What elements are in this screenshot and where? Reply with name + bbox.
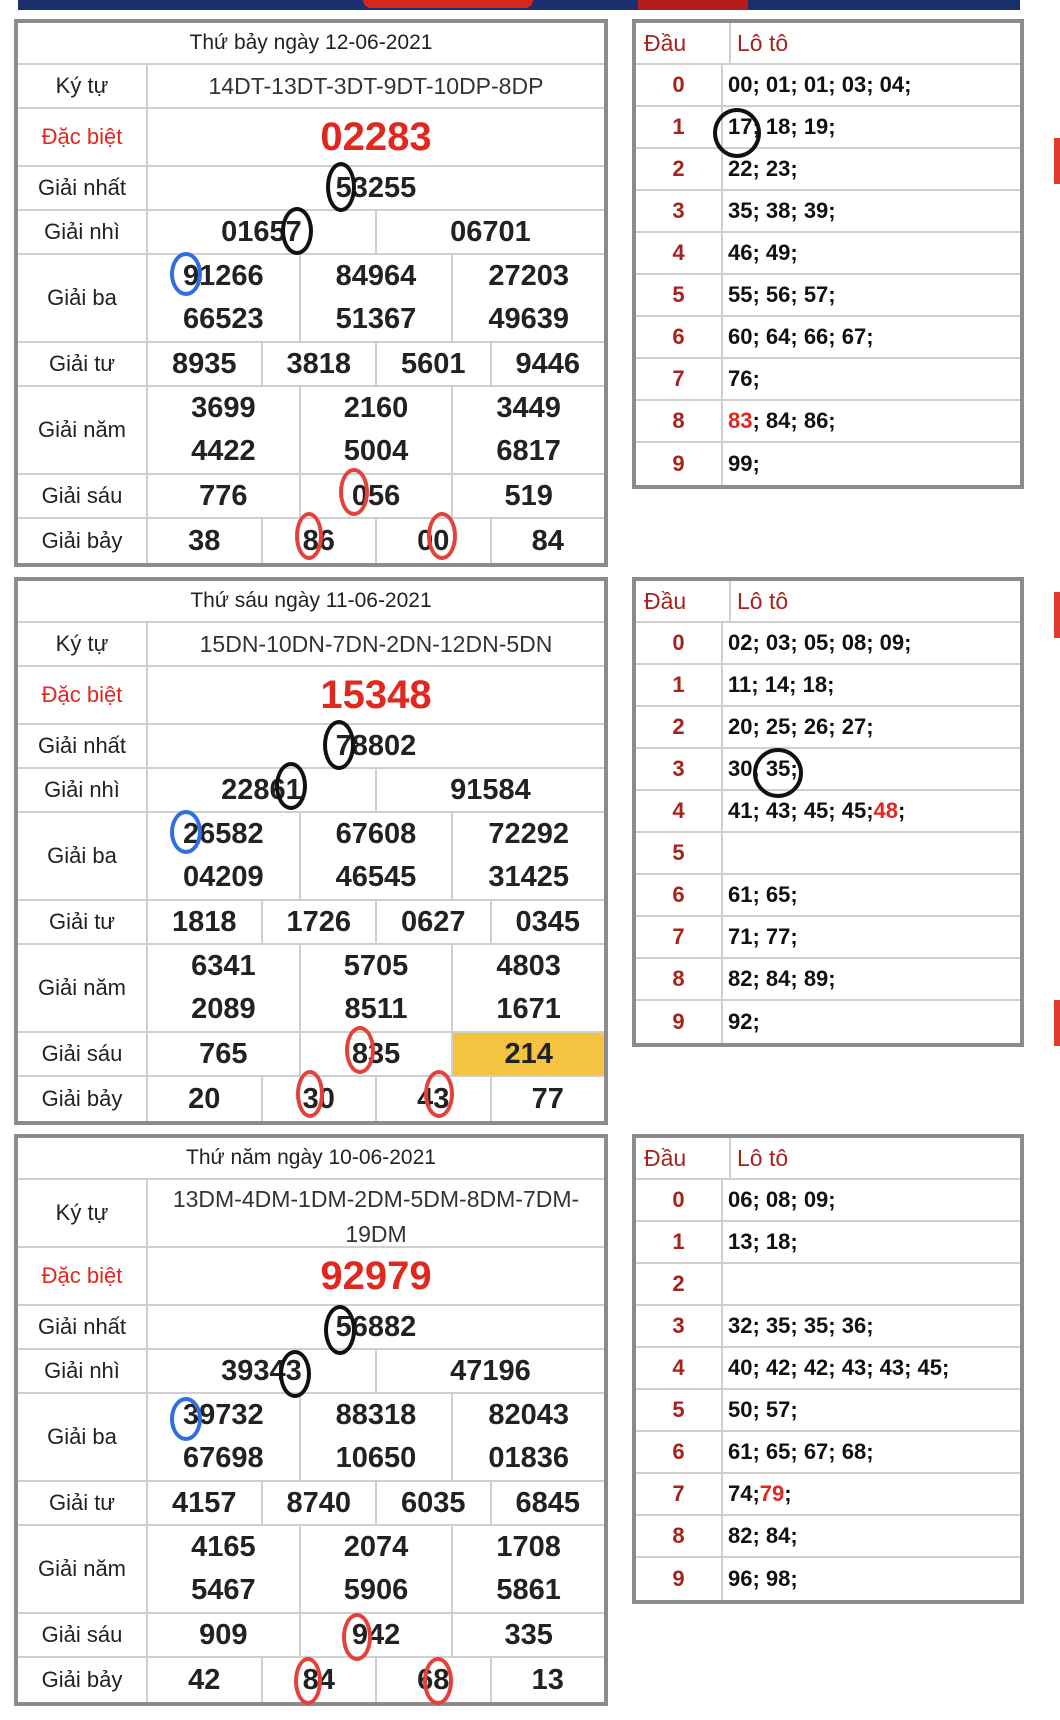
- g4-value: 5601: [377, 343, 492, 385]
- loto-dau: 3: [636, 191, 723, 231]
- loto-hot-number: 48: [873, 798, 899, 823]
- g4-value: 8740: [263, 1482, 378, 1524]
- g3-value: 10650: [301, 1437, 454, 1480]
- loto-row: [636, 107, 1020, 149]
- loto-dau: 4: [636, 233, 723, 273]
- g5-value: 5004: [301, 430, 454, 473]
- label-g6: Giải sáu: [18, 475, 148, 517]
- loto-header: [636, 581, 1020, 623]
- g4-value: 9446: [515, 347, 580, 380]
- g2-value: 47196: [450, 1354, 531, 1387]
- row-g2: [18, 1350, 604, 1394]
- loto-head-dau: Đầu: [636, 581, 731, 621]
- label-kytu: Ký tự: [18, 623, 148, 665]
- special-prize: 15348: [320, 672, 432, 717]
- result-table-3: [14, 1134, 608, 1706]
- g2-value: 01657: [148, 211, 377, 253]
- g3-value: 01836: [488, 1442, 569, 1474]
- loto-numbers: 06; 08; 09;: [728, 1187, 836, 1212]
- loto-numbers: 82; 84;: [728, 1523, 798, 1548]
- g3-value: 46545: [301, 856, 454, 899]
- loto-row: [636, 959, 1020, 1001]
- label-g5: Giải năm: [18, 1526, 148, 1612]
- label-g2: Giải nhì: [18, 1350, 148, 1392]
- loto-numbers: [723, 1474, 1020, 1514]
- g3-value: 27203: [488, 260, 569, 292]
- row-kytu: [18, 1180, 604, 1248]
- right-edge-strip: [1054, 592, 1060, 638]
- loto-dau: 0: [636, 65, 723, 105]
- loto-dau: 0: [636, 623, 723, 663]
- row-g1: [18, 1306, 604, 1350]
- loto-numbers: 55; 56; 57;: [728, 282, 836, 307]
- g2-value: 22861: [148, 769, 377, 811]
- g1-value: 78802: [335, 729, 417, 762]
- loto-rest: 41; 43; 45; 45;: [728, 798, 874, 823]
- loto-numbers: [723, 833, 1020, 873]
- loto-numbers: 96; 98;: [728, 1566, 798, 1591]
- loto-header: [636, 23, 1020, 65]
- loto-numbers: 02; 03; 05; 08; 09;: [728, 630, 912, 655]
- g7-value: 43: [377, 1077, 492, 1121]
- label-g1: Giải nhất: [18, 167, 148, 209]
- g6-value: 335: [504, 1618, 553, 1651]
- g7-value: 13: [531, 1663, 564, 1696]
- loto-table-3: [632, 1134, 1024, 1604]
- loto-dau: 1: [636, 665, 723, 705]
- row-kytu: [18, 623, 604, 667]
- loto-row: [636, 875, 1020, 917]
- g3-value: 84964: [301, 255, 454, 298]
- loto-dau: 8: [636, 401, 723, 441]
- loto-dau: 3: [636, 749, 723, 789]
- label-kytu: Ký tự: [18, 65, 148, 107]
- loto-head-loto: Lô tô: [737, 29, 789, 56]
- loto-dau: 0: [636, 1180, 723, 1220]
- g3-value: 39732: [148, 1394, 301, 1437]
- label-special: Đặc biệt: [18, 667, 148, 723]
- loto-numbers: 61; 65;: [728, 882, 798, 907]
- loto-dau: 9: [636, 443, 723, 485]
- loto-numbers: 32; 35; 35; 36;: [728, 1313, 874, 1338]
- kytu-value: 15DN-10DN-7DN-2DN-12DN-5DN: [199, 630, 553, 657]
- g1-value: 56882: [335, 1310, 417, 1343]
- loto-row: [636, 233, 1020, 275]
- loto-dau: 2: [636, 1264, 723, 1304]
- g5-value: 2160: [301, 387, 454, 430]
- g4-value: 6845: [515, 1486, 580, 1519]
- loto-row: [636, 1348, 1020, 1390]
- loto-head-dau: Đầu: [636, 23, 731, 63]
- loto-numbers: 11; 14; 18;: [728, 672, 835, 697]
- label-g1: Giải nhất: [18, 725, 148, 767]
- label-kytu: Ký tự: [18, 1180, 148, 1246]
- g3-value: 66523: [148, 298, 301, 341]
- label-g7: Giải bảy: [18, 519, 148, 563]
- g4-value: 0345: [515, 905, 580, 938]
- row-g2: [18, 211, 604, 255]
- row-special: [18, 667, 604, 725]
- loto-dau: 6: [636, 875, 723, 915]
- loto-numbers: 13; 18;: [728, 1229, 798, 1254]
- loto-row: [636, 191, 1020, 233]
- loto-dau: 7: [636, 1474, 723, 1514]
- loto-numbers: [723, 791, 1020, 831]
- row-g6: [18, 475, 604, 519]
- g4-value: 6035: [377, 1482, 492, 1524]
- g3-value: 67608: [301, 813, 454, 856]
- loto-row: [636, 149, 1020, 191]
- g6-value: 835: [301, 1033, 454, 1075]
- label-g1: Giải nhất: [18, 1306, 148, 1348]
- g6-value: 909: [148, 1614, 301, 1656]
- label-g4: Giải tư: [18, 1482, 148, 1524]
- result-table-2: [14, 577, 608, 1125]
- loto-numbers: [723, 1264, 1020, 1304]
- loto-row: [636, 317, 1020, 359]
- loto-row: [636, 1558, 1020, 1600]
- loto-dau: 7: [636, 917, 723, 957]
- row-g1: [18, 167, 604, 211]
- g5-value: 4165: [148, 1526, 301, 1569]
- loto-row: [636, 1516, 1020, 1558]
- g6-value: 519: [504, 479, 553, 512]
- g7-value: 30: [263, 1077, 378, 1121]
- loto-dau: 7: [636, 359, 723, 399]
- label-g5: Giải năm: [18, 945, 148, 1031]
- row-g1: [18, 725, 604, 769]
- row-g4: [18, 343, 604, 387]
- label-g3: Giải ba: [18, 813, 148, 899]
- g5-value: 8511: [301, 988, 454, 1031]
- row-g3: [18, 1394, 604, 1482]
- loto-row: [636, 1390, 1020, 1432]
- g3-value: 04209: [148, 856, 301, 899]
- g6-value: 942: [301, 1614, 454, 1656]
- loto-numbers: 99;: [728, 451, 760, 476]
- g7-value: 38: [148, 519, 263, 563]
- g5-value: 1708: [496, 1531, 561, 1563]
- g7-value: 68: [377, 1658, 492, 1702]
- result-date: Thứ bảy ngày 12-06-2021: [18, 23, 604, 65]
- label-g2: Giải nhì: [18, 211, 148, 253]
- loto-dau: 9: [636, 1558, 723, 1600]
- loto-rest: ; 84; 86;: [752, 408, 836, 433]
- loto-numbers: 40; 42; 42; 43; 43; 45;: [728, 1355, 950, 1380]
- loto-header: [636, 1138, 1020, 1180]
- loto-dau: 9: [636, 1001, 723, 1043]
- kytu-value: 14DT-13DT-3DT-9DT-10DP-8DP: [208, 72, 544, 99]
- g5-value: 2089: [148, 988, 301, 1031]
- row-g6: [18, 1033, 604, 1077]
- loto-numbers: 92;: [728, 1009, 760, 1034]
- result-table-1: [14, 19, 608, 567]
- loto-row: [636, 749, 1020, 791]
- loto-dau: 3: [636, 1306, 723, 1346]
- label-special: Đặc biệt: [18, 109, 148, 165]
- result-date: Thứ sáu ngày 11-06-2021: [18, 581, 604, 623]
- row-special: [18, 1248, 604, 1306]
- row-g7: [18, 519, 604, 563]
- loto-hot-number: 83: [728, 408, 753, 433]
- loto-dau: 5: [636, 275, 723, 315]
- loto-head-loto: Lô tô: [737, 1144, 789, 1171]
- loto-numbers: 46; 49;: [728, 240, 798, 265]
- g4-value: 1818: [148, 901, 263, 943]
- g5-value: 4422: [148, 430, 301, 473]
- loto-row: [636, 443, 1020, 485]
- g2-value: 06701: [450, 215, 531, 248]
- row-g5: [18, 1526, 604, 1614]
- g2-value: 39343: [148, 1350, 377, 1392]
- label-g7: Giải bảy: [18, 1077, 148, 1121]
- loto-dau: 1: [636, 1222, 723, 1262]
- row-g5: [18, 945, 604, 1033]
- loto-numbers: 30; 35;: [728, 756, 798, 781]
- label-g3: Giải ba: [18, 255, 148, 341]
- g5-value: 2074: [301, 1526, 454, 1569]
- loto-dau: 1: [636, 107, 723, 147]
- loto-dau: 5: [636, 1390, 723, 1430]
- row-g6: [18, 1614, 604, 1658]
- loto-numbers: 20; 25; 26; 27;: [728, 714, 874, 739]
- loto-row: [636, 707, 1020, 749]
- loto-numbers: 22; 23;: [728, 156, 798, 181]
- g5-value: 5467: [148, 1569, 301, 1612]
- label-g4: Giải tư: [18, 343, 148, 385]
- g5-value: 5861: [496, 1574, 561, 1606]
- g3-value: 26582: [148, 813, 301, 856]
- loto-row: [636, 665, 1020, 707]
- label-g6: Giải sáu: [18, 1614, 148, 1656]
- g2-value: 91584: [450, 773, 531, 806]
- g7-value: 86: [263, 519, 378, 563]
- g4-value: 3818: [263, 343, 378, 385]
- loto-numbers: 35; 38; 39;: [728, 198, 836, 223]
- label-special: Đặc biệt: [18, 1248, 148, 1304]
- row-g7: [18, 1077, 604, 1121]
- row-g7: [18, 1658, 604, 1702]
- loto-row: [636, 275, 1020, 317]
- label-g3: Giải ba: [18, 1394, 148, 1480]
- g5-value: 3449: [496, 392, 561, 424]
- loto-dau: 5: [636, 833, 723, 873]
- loto-row: [636, 65, 1020, 107]
- g1-value: 53255: [335, 171, 417, 204]
- g5-value: 3699: [148, 387, 301, 430]
- loto-row: [636, 917, 1020, 959]
- g7-value: 00: [377, 519, 492, 563]
- banner-logo: [363, 0, 533, 8]
- label-g4: Giải tư: [18, 901, 148, 943]
- g6-value-highlighted: 214: [453, 1033, 604, 1075]
- loto-tail: ;: [784, 1481, 792, 1506]
- loto-row: [636, 401, 1020, 443]
- loto-hot-number: 79: [759, 1481, 785, 1506]
- loto-dau: 2: [636, 149, 723, 189]
- g6-value: 765: [148, 1033, 301, 1075]
- g7-value: 84: [531, 524, 564, 557]
- loto-numbers: 17; 18; 19;: [728, 114, 836, 139]
- right-edge-strip: [1054, 138, 1060, 184]
- g7-value: 84: [263, 1658, 378, 1702]
- g4-value: 0627: [377, 901, 492, 943]
- loto-row: [636, 1432, 1020, 1474]
- loto-dau: 2: [636, 707, 723, 747]
- g5-value: 4803: [496, 950, 561, 982]
- loto-head-dau: Đầu: [636, 1138, 731, 1178]
- g5-value: 6817: [496, 435, 561, 467]
- g5-value: 5906: [301, 1569, 454, 1612]
- g4-value: 8935: [148, 343, 263, 385]
- loto-dau: 4: [636, 1348, 723, 1388]
- loto-table-2: [632, 577, 1024, 1047]
- g3-value: 51367: [301, 298, 454, 341]
- loto-row: [636, 359, 1020, 401]
- loto-row: [636, 623, 1020, 665]
- loto-numbers: 61; 65; 67; 68;: [728, 1439, 874, 1464]
- special-prize: 92979: [320, 1253, 432, 1298]
- loto-numbers: 76;: [728, 366, 760, 391]
- loto-row: [636, 1180, 1020, 1222]
- loto-row: [636, 1222, 1020, 1264]
- loto-numbers: 60; 64; 66; 67;: [728, 324, 874, 349]
- loto-dau: 6: [636, 317, 723, 357]
- g3-value: 49639: [488, 303, 569, 335]
- row-special: [18, 109, 604, 167]
- loto-numbers: 50; 57;: [728, 1397, 798, 1422]
- right-edge-strip: [1054, 1000, 1060, 1046]
- loto-tail: ;: [898, 798, 906, 823]
- label-g5: Giải năm: [18, 387, 148, 473]
- loto-numbers: 71; 77;: [728, 924, 798, 949]
- loto-row: [636, 833, 1020, 875]
- loto-row: [636, 1001, 1020, 1043]
- loto-dau: 8: [636, 1516, 723, 1556]
- row-g2: [18, 769, 604, 813]
- loto-numbers: [723, 401, 1020, 441]
- g7-value: 42: [148, 1658, 263, 1702]
- label-g2: Giải nhì: [18, 769, 148, 811]
- result-date: Thứ năm ngày 10-06-2021: [18, 1138, 604, 1180]
- row-g3: [18, 255, 604, 343]
- row-g5: [18, 387, 604, 475]
- label-g6: Giải sáu: [18, 1033, 148, 1075]
- g3-value: 82043: [488, 1399, 569, 1431]
- g4-value: 1726: [263, 901, 378, 943]
- g4-value: 4157: [148, 1482, 263, 1524]
- loto-head-loto: Lô tô: [737, 587, 789, 614]
- loto-dau: 4: [636, 791, 723, 831]
- kytu-value: 13DM-4DM-1DM-2DM-5DM-8DM-7DM-19DM: [172, 1186, 580, 1247]
- loto-numbers: 82; 84; 89;: [728, 966, 836, 991]
- row-kytu: [18, 65, 604, 109]
- g7-value: 77: [531, 1082, 564, 1115]
- row-g3: [18, 813, 604, 901]
- special-prize: 02283: [320, 114, 432, 159]
- g7-value: 20: [148, 1077, 263, 1121]
- loto-table-1: [632, 19, 1024, 489]
- label-g7: Giải bảy: [18, 1658, 148, 1702]
- row-g4: [18, 1482, 604, 1526]
- g5-value: 5705: [301, 945, 454, 988]
- g3-value: 31425: [488, 861, 569, 893]
- g3-value: 91266: [148, 255, 301, 298]
- loto-dau: 6: [636, 1432, 723, 1472]
- loto-row: [636, 1264, 1020, 1306]
- g3-value: 72292: [488, 818, 569, 850]
- loto-row: [636, 1306, 1020, 1348]
- g3-value: 88318: [301, 1394, 454, 1437]
- g5-value: 1671: [496, 993, 561, 1025]
- loto-dau: 8: [636, 959, 723, 999]
- top-banner: [18, 0, 1020, 10]
- g6-value: 056: [301, 475, 454, 517]
- g6-value: 776: [148, 475, 301, 517]
- row-g4: [18, 901, 604, 945]
- g3-value: 67698: [148, 1437, 301, 1480]
- loto-row: [636, 1474, 1020, 1516]
- loto-rest: 74;: [728, 1481, 760, 1506]
- banner-stripe: [638, 0, 748, 10]
- loto-row: [636, 791, 1020, 833]
- g5-value: 6341: [148, 945, 301, 988]
- loto-numbers: 00; 01; 01; 03; 04;: [728, 72, 912, 97]
